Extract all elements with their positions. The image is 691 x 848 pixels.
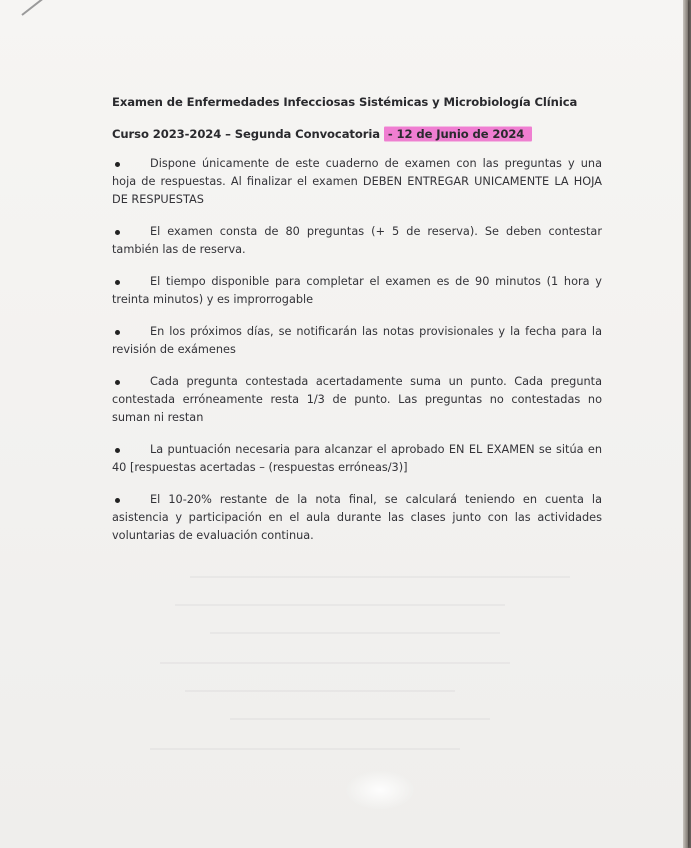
instruction-text: El examen consta de 80 preguntas (+ 5 de reserva). Se deben contestar también las de reserva. xyxy=(112,225,602,256)
bullet-icon xyxy=(115,162,120,167)
instruction-item xyxy=(112,223,602,259)
show-through-line xyxy=(190,576,570,578)
bullet-icon xyxy=(115,280,120,285)
instruction-item xyxy=(112,155,602,209)
exam-subtitle xyxy=(112,127,602,141)
instruction-text: La puntuación necesaria para alcanzar el aprobado EN EL EXAMEN se sitúa en 40 [respuestas acertadas – (respuestas erróneas/3)] xyxy=(112,443,602,474)
bullet-icon xyxy=(115,230,120,235)
instruction-text: En los próximos días, se notificarán las notas provisionales y la fecha para la revisión de exámenes xyxy=(112,325,602,356)
bullet-icon xyxy=(115,380,120,385)
exam-title: Examen de Enfermedades Infecciosas Sistémicas y Microbiología Clínica xyxy=(112,95,578,109)
exam-date-highlight: - 12 de Junio de 2024 xyxy=(384,125,532,143)
paper-blot xyxy=(345,770,415,810)
instruction-item xyxy=(112,373,602,427)
instruction-item xyxy=(112,491,602,545)
instruction-item xyxy=(112,441,602,477)
show-through-line xyxy=(230,718,490,720)
pen-mark xyxy=(21,0,49,16)
course-convocation: Curso 2023-2024 – Segunda Convocatoria xyxy=(112,127,384,141)
show-through-line xyxy=(150,748,460,750)
bullet-icon xyxy=(115,330,120,335)
instruction-text: El 10-20% restante de la nota final, se calculará teniendo en cuenta la asistencia y participación en el aula durante las clases junto con las actividades voluntarias de evaluación continua. xyxy=(112,493,602,542)
show-through-line xyxy=(210,632,500,634)
show-through-line xyxy=(185,690,455,692)
show-through-line xyxy=(175,604,505,606)
paper-edge xyxy=(683,0,688,848)
exam-instructions xyxy=(112,95,602,559)
bullet-icon xyxy=(115,498,120,503)
instruction-item xyxy=(112,273,602,309)
instruction-text: El tiempo disponible para completar el examen es de 90 minutos (1 hora y treinta minutos) y es improrrogable xyxy=(112,275,602,306)
bullet-icon xyxy=(115,448,120,453)
instruction-text: Cada pregunta contestada acertadamente suma un punto. Cada pregunta contestada erróneamente resta 1/3 de punto. Las preguntas no contestadas no suman ni restan xyxy=(112,375,602,424)
instruction-text: Dispone únicamente de este cuaderno de examen con las preguntas y una hoja de respuestas. Al finalizar el examen DEBEN ENTREGAR UNICAMENTE LA HOJA DE RESPUESTAS xyxy=(112,157,602,206)
instruction-item xyxy=(112,323,602,359)
show-through-line xyxy=(160,662,510,664)
